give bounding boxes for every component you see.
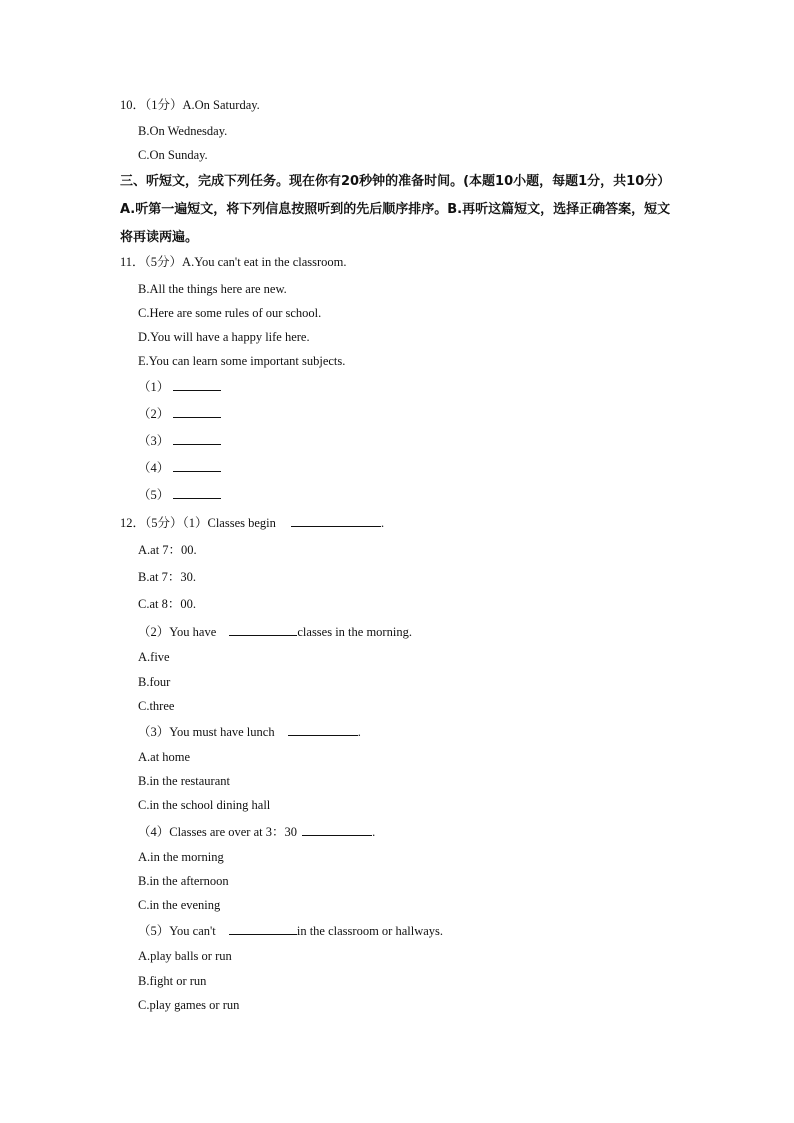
q12-p4-option-a: A.in the morning: [138, 850, 224, 864]
blank-label: （2）: [138, 407, 170, 421]
q11-blank-1: [138, 378, 221, 395]
q12-part4-prompt: （4）Classes are over at 3：30: [138, 825, 297, 839]
blank-label: （4）: [138, 461, 170, 475]
blank-label: （3）: [138, 434, 170, 448]
q12-p5-option-b: B.fight or run: [138, 974, 207, 988]
q12-p5-option-a: A.play balls or run: [138, 949, 232, 963]
answer-blank[interactable]: [291, 514, 381, 527]
q12-p2-option-b: B.four: [138, 675, 171, 689]
q12-part5: [138, 922, 443, 939]
question-10-stem: 10．（1分）A.On Saturday.: [120, 98, 260, 112]
q11-option-c: C.Here are some rules of our school.: [138, 306, 322, 320]
q12-part1-prompt: 12．（5分）（1）Classes begin: [120, 516, 276, 530]
q12-p2-option-c: C.three: [138, 699, 175, 713]
q11-option-d: D.You will have a happy life here.: [138, 330, 310, 344]
q12-part2-end: classes in the morning.: [297, 625, 412, 639]
q12-part4: [138, 823, 375, 840]
q12-part3-end: .: [357, 725, 361, 739]
q11-blank-5: [138, 486, 221, 503]
q12-part2: [138, 623, 412, 640]
q12-part5-prompt: （5）You can't: [138, 924, 216, 938]
answer-blank[interactable]: [302, 823, 372, 836]
q11-option-b: B.All the things here are new.: [138, 282, 287, 296]
answer-blank[interactable]: [173, 432, 221, 445]
q11-blank-4: [138, 459, 221, 476]
answer-blank[interactable]: [173, 459, 221, 472]
q10-option-b: B.On Wednesday.: [138, 124, 228, 138]
q11-blank-3: [138, 432, 221, 449]
q12-p4-option-b: B.in the afternoon: [138, 874, 229, 888]
q12-part1-end: .: [381, 516, 385, 530]
q11-blank-2: [138, 405, 221, 422]
q12-p1-option-a: A.at 7：00.: [138, 543, 197, 557]
answer-blank[interactable]: [229, 623, 297, 636]
q12-p2-option-a: A.five: [138, 650, 170, 664]
q12-p3-option-a: A.at home: [138, 750, 191, 764]
q12-p3-option-c: C.in the school dining hall: [138, 798, 271, 812]
q10-option-c: C.On Sunday.: [138, 148, 208, 162]
answer-blank[interactable]: [229, 922, 297, 935]
answer-blank[interactable]: [173, 378, 221, 391]
q12-part2-prompt: （2）You have: [138, 625, 217, 639]
q12-p1-option-c: C.at 8：00.: [138, 597, 196, 611]
q12-part3: [138, 723, 361, 740]
q12-p5-option-c: C.play games or run: [138, 998, 240, 1012]
answer-blank[interactable]: [288, 723, 358, 736]
q12-p1-option-b: B.at 7：30.: [138, 570, 196, 584]
question-11-stem: 11．（5分）A.You can't eat in the classroom.: [120, 255, 347, 269]
q12-part5-end: in the classroom or hallways.: [296, 924, 444, 938]
q12-part3-prompt: （3）You must have lunch: [138, 725, 275, 739]
q12-p4-option-c: C.in the evening: [138, 898, 221, 912]
blank-label: （5）: [138, 488, 170, 502]
q12-part4-end: .: [372, 825, 376, 839]
blank-label: （1）: [138, 380, 170, 394]
section-3-instructions: 三、听短文，完成下列任务。现在你有20秒钟的准备时间。(本题10小题，每题1分，共10分）A.听第一遍短文，将下列信息按照听到的先后顺序排序。B.再听这篇短文，选择正确答案，短文将再读两遍。: [120, 174, 671, 245]
q11-option-e: E.You can learn some important subjects.: [138, 354, 346, 368]
answer-blank[interactable]: [173, 405, 221, 418]
question-12-stem: [120, 514, 384, 531]
q12-p3-option-b: B.in the restaurant: [138, 774, 230, 788]
answer-blank[interactable]: [173, 486, 221, 499]
